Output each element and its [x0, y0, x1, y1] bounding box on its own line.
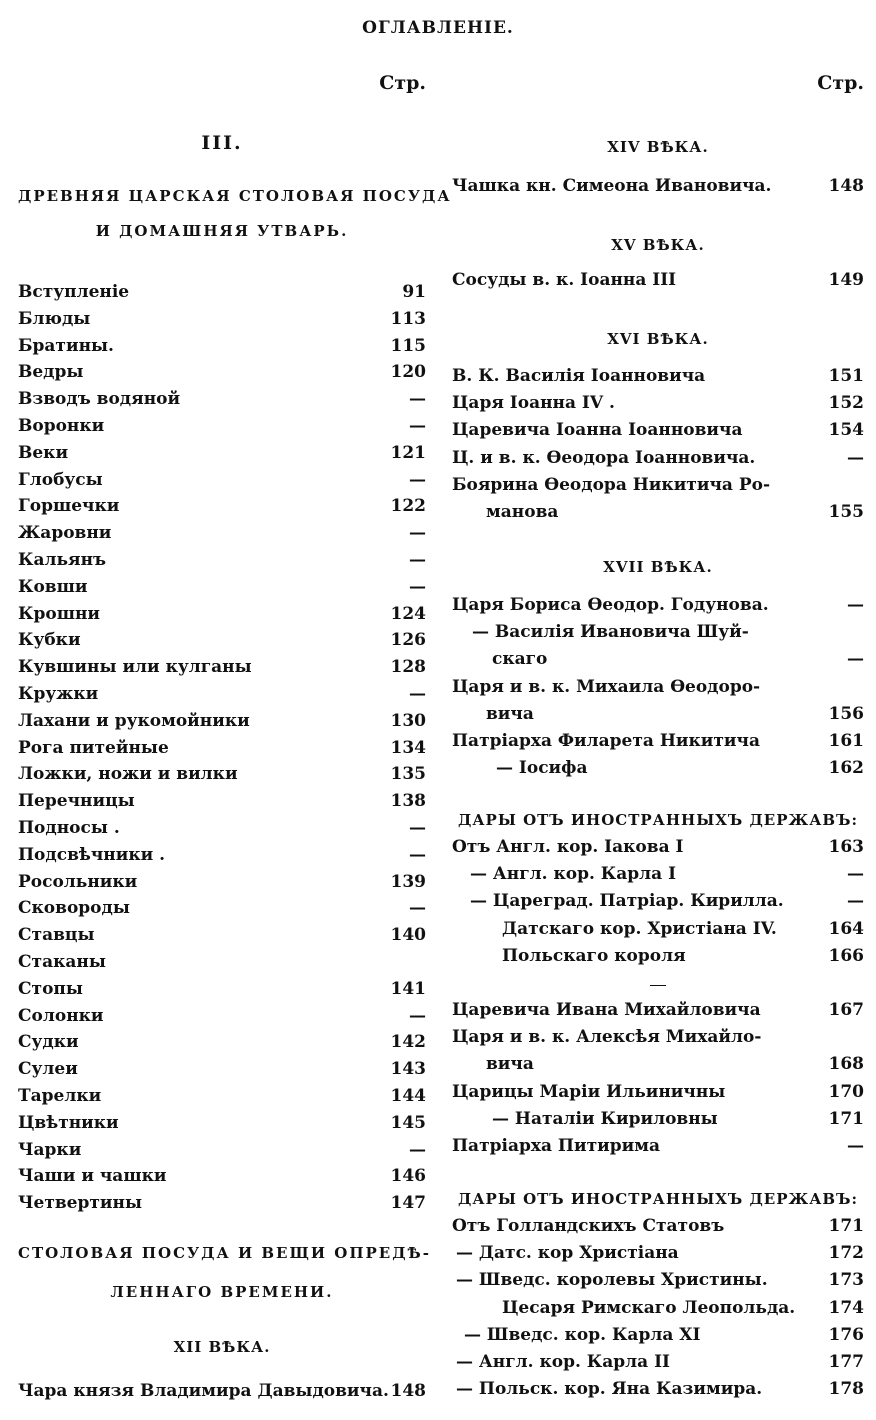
entry-label: Отъ Голландскихъ Статовъ — [452, 1216, 725, 1236]
section-title: ДРЕВНЯЯ ЦАРСКАЯ СТОЛОВАЯ ПОСУДА — [18, 187, 452, 205]
toc-entry — [18, 387, 426, 411]
entry-page: 144 — [390, 1086, 426, 1106]
toc-entry — [18, 602, 426, 626]
toc-entry — [18, 682, 426, 706]
toc-entry — [452, 1241, 864, 1265]
toc-entry — [452, 647, 864, 671]
toc-entry — [452, 1107, 864, 1131]
century-heading: XVII ВѢКА. — [603, 558, 713, 576]
toc-entry — [452, 944, 864, 968]
toc-entry — [18, 709, 426, 733]
entry-page: 122 — [390, 496, 426, 517]
entry-label: Подносы . — [18, 818, 120, 838]
entry-label: Ковши — [18, 576, 88, 597]
section-number: III. — [201, 132, 243, 154]
entry-label: Ц. и в. к. Ѳеодора Іоанновича. — [452, 447, 756, 468]
toc-entry — [452, 1350, 864, 1374]
toc-entry — [452, 1323, 864, 1347]
page-column-header: Стр. — [817, 72, 864, 94]
toc-entry — [452, 1080, 864, 1104]
entry-page: 113 — [390, 308, 426, 329]
entry-label: Кубки — [18, 630, 81, 651]
entry-label: Тарелки — [18, 1086, 102, 1106]
toc-entry — [452, 998, 864, 1022]
entry-label: Отъ Англ. кор. Іакова I — [452, 837, 684, 857]
section-title: СТОЛОВАЯ ПОСУДА И ВЕЩИ ОПРЕДѢ- — [18, 1244, 431, 1262]
entry-page: — — [409, 818, 426, 838]
entry-label: Жаровни — [18, 523, 112, 544]
entry-label: Царя и в. к. Алексѣя Михайло- — [452, 1027, 762, 1048]
century-heading: XV ВѢКА. — [611, 236, 705, 254]
toc-entry — [452, 593, 864, 617]
entry-page: 172 — [828, 1243, 864, 1264]
entry-page: 140 — [390, 925, 426, 946]
entry-label: — Польск. кор. Яна Казимира. — [456, 1379, 763, 1400]
toc-entry — [18, 1057, 426, 1081]
toc-entry — [452, 1377, 864, 1401]
entry-label: Царя Іоанна IV . — [452, 393, 615, 414]
entry-label: Ставцы — [18, 925, 95, 946]
entry-label: Подсвѣчники . — [18, 844, 166, 865]
entry-label: Сосуды в. к. Іоанна III — [452, 270, 677, 290]
entry-page: 149 — [828, 270, 864, 290]
entry-page: 156 — [828, 703, 864, 724]
entry-page: — — [847, 1136, 864, 1156]
section-title: ЛЕННАГО ВРЕМЕНИ. — [110, 1283, 334, 1301]
toc-entry — [18, 950, 426, 974]
entry-page: 120 — [390, 362, 426, 383]
entry-label: — Цареград. Патріар. Кирилла. — [470, 891, 784, 912]
entry-page: 147 — [390, 1193, 426, 1214]
entry-label: Веки — [18, 442, 69, 463]
entry-page: — — [409, 523, 426, 544]
toc-entry — [18, 1164, 426, 1188]
toc-entry — [18, 441, 426, 465]
entry-label: вича — [486, 1054, 534, 1075]
entry-label: Стопы — [18, 978, 83, 999]
entry-label: — Англ. кор. Карла I — [470, 864, 677, 885]
toc-entry — [452, 418, 864, 442]
century-heading: XIV ВѢКА. — [607, 138, 709, 156]
entry-label: Чарки — [18, 1139, 82, 1160]
toc-entry — [18, 1111, 426, 1135]
toc-entry — [18, 360, 426, 384]
toc-entry — [452, 500, 864, 524]
toc-entry — [452, 364, 864, 388]
entry-label: — Англ. кор. Карла II — [456, 1352, 670, 1372]
entry-page: 168 — [828, 1054, 864, 1075]
toc-entry — [18, 843, 426, 867]
toc-entry — [18, 494, 426, 518]
entry-page: 148 — [828, 176, 864, 196]
entry-label: Вступленіе — [18, 282, 130, 302]
page-title: ОГЛАВЛЕНІЕ. — [362, 18, 514, 38]
entry-page: 176 — [828, 1324, 864, 1345]
entry-label: Патріарха Питирима — [452, 1136, 661, 1156]
entry-label: Рога питейные — [18, 737, 169, 758]
toc-entry — [18, 280, 426, 304]
entry-label: Братины. — [18, 335, 114, 356]
entry-label: скаго — [492, 649, 548, 670]
entry-page: 141 — [390, 978, 426, 999]
entry-page: — — [409, 898, 426, 919]
toc-entry — [452, 446, 864, 470]
toc-entry — [18, 1138, 426, 1162]
entry-page: 130 — [390, 710, 426, 731]
entry-page: — — [409, 844, 426, 865]
entry-label: Цесаря Римскаго Леопольда. — [502, 1297, 796, 1318]
century-heading: XVI ВѢКА. — [607, 330, 709, 348]
entry-label: Чаши и чашки — [18, 1166, 167, 1187]
page-column-header: Стр. — [379, 72, 426, 94]
separator-dash — [650, 985, 666, 986]
toc-entry — [18, 575, 426, 599]
entry-page: — — [409, 469, 426, 490]
entry-page: 115 — [390, 335, 426, 356]
entry-label: Ведры — [18, 362, 84, 383]
toc-entry — [18, 896, 426, 920]
toc-entry — [452, 391, 864, 415]
entry-page: 167 — [828, 1000, 864, 1020]
toc-entry — [452, 473, 864, 497]
entry-label: манова — [486, 502, 559, 522]
toc-entry — [18, 307, 426, 331]
entry-label: Сулеи — [18, 1059, 78, 1080]
entry-page: 166 — [828, 945, 864, 966]
entry-label: Перечницы — [18, 791, 135, 812]
entry-page: 161 — [828, 731, 864, 751]
entry-page: 135 — [390, 764, 426, 785]
entry-page: 138 — [390, 791, 426, 812]
toc-entry — [452, 1268, 864, 1292]
entry-page: 134 — [390, 737, 426, 758]
toc-entry — [18, 414, 426, 438]
century-heading: XII ВѢКА. — [173, 1338, 271, 1356]
entry-page: 143 — [390, 1059, 426, 1080]
entry-page: — — [847, 595, 864, 615]
entry-label: Чашка кн. Симеона Ивановича. — [452, 176, 772, 196]
toc-entry — [452, 620, 864, 644]
entry-page: 139 — [390, 871, 426, 892]
entry-label: Четвертины — [18, 1193, 143, 1214]
toc-entry — [18, 736, 426, 760]
entry-label: Царя Бориса Ѳеодор. Годунова. — [452, 595, 769, 615]
toc-entry — [18, 923, 426, 947]
toc-entry — [452, 862, 864, 886]
toc-entry — [18, 468, 426, 492]
entry-page: — — [409, 389, 426, 410]
toc-entry — [18, 1030, 426, 1054]
toc-entry — [452, 702, 864, 726]
entry-label: Глобусы — [18, 469, 103, 490]
entry-page: 174 — [828, 1297, 864, 1318]
entry-label: Царевича Ивана Михайловича — [452, 1000, 761, 1020]
entry-label: Сковороды — [18, 898, 130, 919]
toc-entry — [18, 762, 426, 786]
entry-label: — Шведс. кор. Карла XI — [464, 1324, 701, 1345]
entry-page: 154 — [828, 420, 864, 441]
toc-entry — [452, 675, 864, 699]
entry-label: Крошни — [18, 603, 101, 624]
toc-entry — [452, 835, 864, 859]
entry-label: вича — [486, 703, 534, 724]
toc-entry — [18, 548, 426, 572]
entry-page: 91 — [402, 282, 426, 302]
entry-page: — — [409, 416, 426, 436]
entry-label: — Іосифа — [496, 758, 588, 779]
entry-page: 163 — [828, 837, 864, 857]
gifts-heading: ДАРЫ ОТЪ ИНОСТРАННЫХЪ ДЕРЖАВЪ: — [458, 1190, 858, 1208]
entry-label: В. К. Василія Іоанновича — [452, 366, 706, 386]
toc-entry — [18, 655, 426, 679]
toc-entry — [18, 521, 426, 545]
entry-page: 145 — [390, 1112, 426, 1133]
entry-label: Воронки — [18, 416, 105, 436]
entry-label: Росольники — [18, 871, 138, 892]
entry-page: 128 — [390, 657, 426, 678]
entry-page: 152 — [828, 393, 864, 414]
toc-entry — [18, 334, 426, 358]
entry-label: Кувшины или кулганы — [18, 657, 252, 678]
toc-entry — [18, 1004, 426, 1028]
entry-label: — Датс. кор Христіана — [456, 1243, 679, 1264]
entry-page: 126 — [390, 630, 426, 651]
toc-entry — [452, 889, 864, 913]
entry-page: — — [847, 891, 864, 912]
entry-label: Солонки — [18, 1005, 104, 1026]
entry-label: Боярина Ѳеодора Никитича Ро- — [452, 474, 771, 495]
entry-page: — — [409, 550, 426, 570]
entry-label: Взводъ водяной — [18, 389, 181, 410]
entry-page: 173 — [828, 1270, 864, 1291]
entry-label: Чара князя Владимира Давыдовича. — [18, 1381, 389, 1401]
toc-entry — [18, 1191, 426, 1215]
entry-page: 164 — [828, 918, 864, 939]
toc-entry — [18, 789, 426, 813]
entry-label: — Шведс. королевы Христины. — [456, 1270, 768, 1291]
entry-page: — — [847, 864, 864, 885]
entry-page: — — [847, 649, 864, 670]
toc-entry — [18, 1379, 426, 1403]
toc-entry — [452, 1134, 864, 1158]
entry-page: 171 — [828, 1108, 864, 1129]
entry-label: — Наталіи Кириловны — [492, 1108, 718, 1129]
toc-entry — [452, 1052, 864, 1076]
toc-entry — [452, 729, 864, 753]
entry-page: 142 — [390, 1032, 426, 1053]
entry-label: Кружки — [18, 684, 99, 704]
toc-entry — [18, 816, 426, 840]
entry-label: Цвѣтники — [18, 1112, 119, 1133]
entry-page: — — [409, 1139, 426, 1160]
toc-entry — [452, 917, 864, 941]
entry-label: Горшечки — [18, 496, 120, 517]
entry-page: — — [847, 447, 864, 468]
entry-label: Ложки, ножи и вилки — [18, 764, 238, 785]
entry-label: Датскаго кор. Христіана IV. — [502, 918, 777, 939]
entry-label: Судки — [18, 1032, 79, 1053]
entry-page: 178 — [828, 1379, 864, 1400]
entry-page: 148 — [390, 1381, 426, 1401]
entry-label: Царевича Іоанна Іоанновича — [452, 420, 743, 441]
toc-entry — [452, 174, 864, 198]
toc-entry — [18, 870, 426, 894]
toc-entry — [452, 1214, 864, 1238]
entry-label: Стаканы — [18, 952, 106, 972]
entry-label: Блюды — [18, 308, 91, 329]
entry-label: Патріарха Филарета Никитича — [452, 731, 760, 751]
entry-page: 170 — [828, 1081, 864, 1102]
entry-page: 121 — [390, 442, 426, 463]
entry-label: Царя и в. к. Михаила Ѳеодоро- — [452, 676, 761, 697]
toc-entry — [452, 268, 864, 292]
entry-page: — — [409, 684, 426, 704]
entry-page: 162 — [828, 758, 864, 779]
section-title: И ДОМАШНЯЯ УТВАРЬ. — [95, 222, 349, 240]
toc-entry — [452, 1025, 864, 1049]
entry-label: Кальянъ — [18, 550, 107, 570]
toc-entry — [452, 1296, 864, 1320]
entry-page: 151 — [828, 366, 864, 386]
entry-label: — Василія Ивановича Шуй- — [472, 622, 749, 643]
entry-page: 124 — [390, 603, 426, 624]
entry-page: 155 — [828, 502, 864, 522]
toc-entry — [452, 756, 864, 780]
entry-page: 146 — [390, 1166, 426, 1187]
entry-page: 177 — [828, 1352, 864, 1372]
entry-page: — — [409, 1005, 426, 1026]
toc-entry — [18, 977, 426, 1001]
entry-label: Польскаго короля — [502, 945, 686, 966]
entry-label: Царицы Маріи Ильиничны — [452, 1081, 726, 1102]
entry-label: Лахани и рукомойники — [18, 710, 250, 731]
gifts-heading: ДАРЫ ОТЪ ИНОСТРАННЫХЪ ДЕРЖАВЪ: — [458, 811, 858, 829]
entry-page: 171 — [828, 1216, 864, 1236]
toc-entry — [18, 628, 426, 652]
entry-page: — — [409, 576, 426, 597]
toc-entry — [18, 1084, 426, 1108]
